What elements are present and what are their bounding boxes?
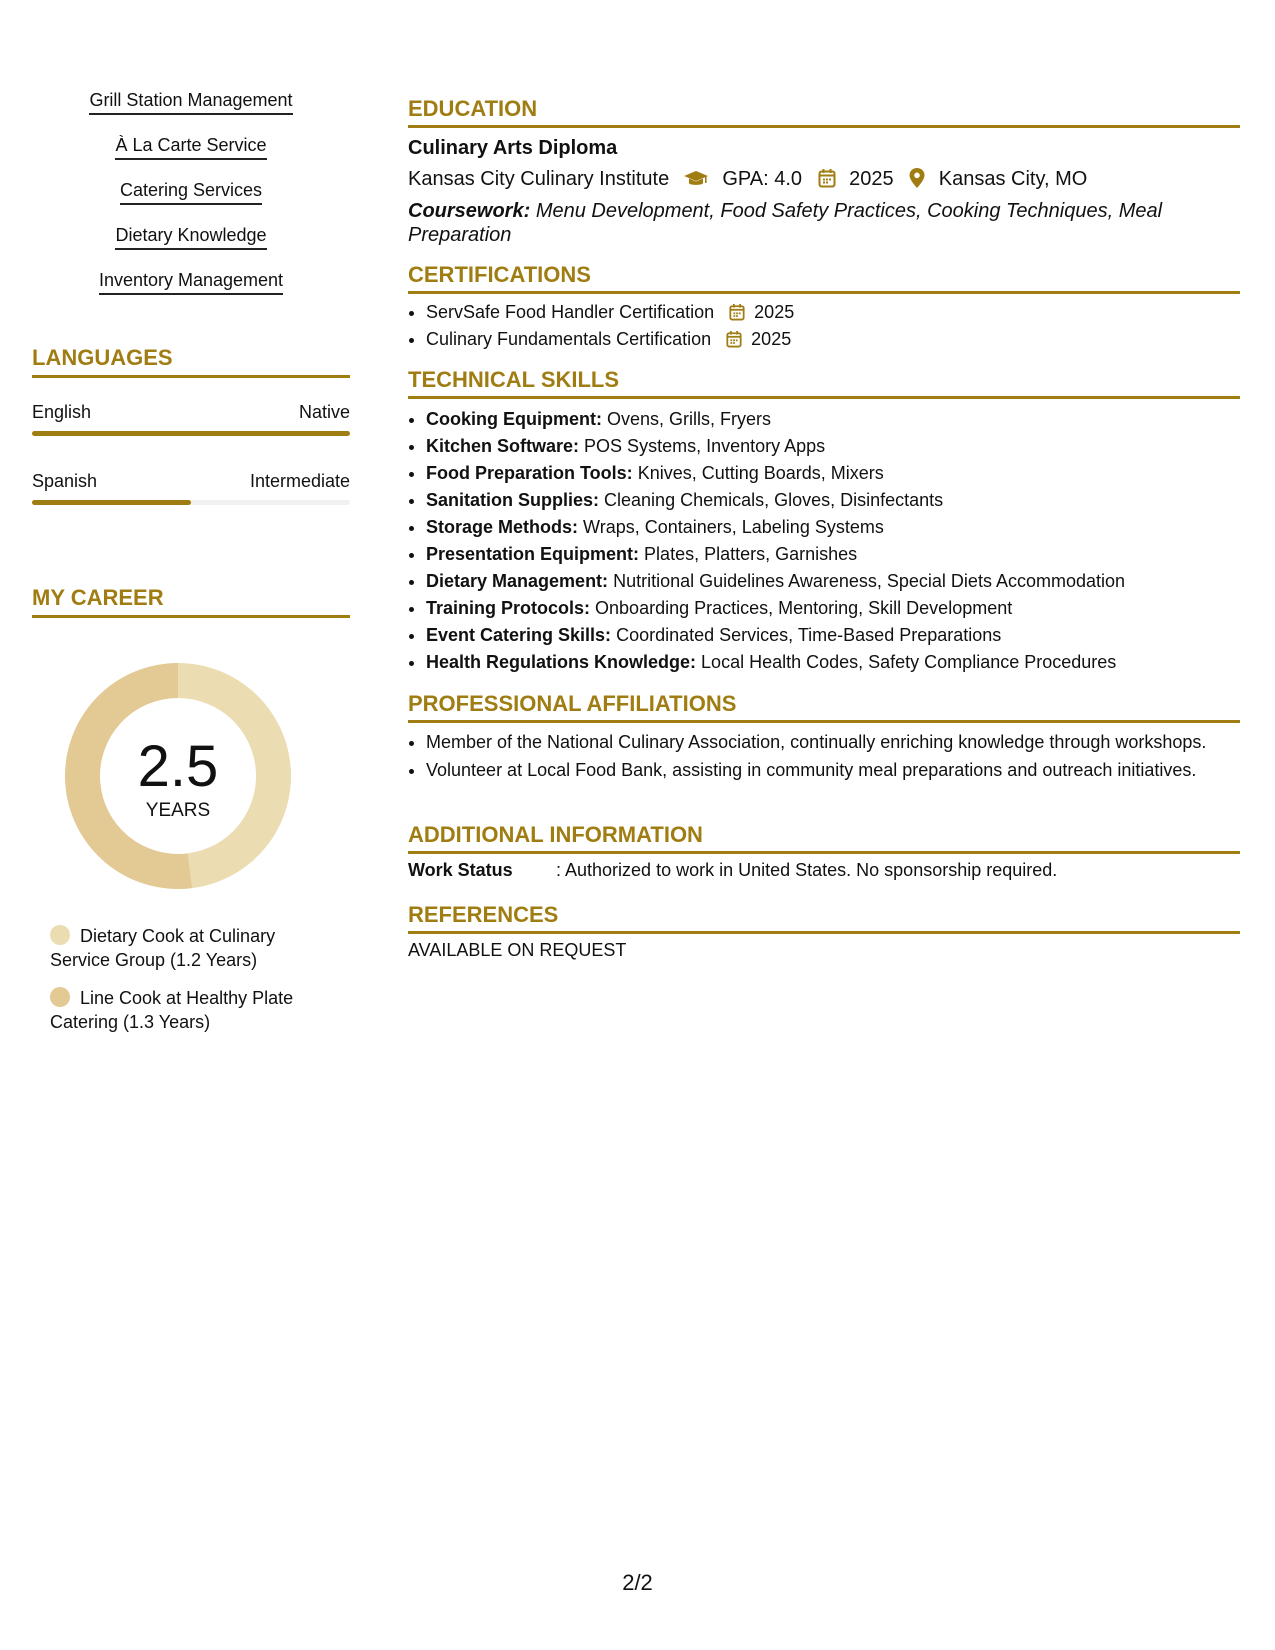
skill-category: Kitchen Software:	[426, 436, 580, 456]
skill-category: Sanitation Supplies:	[426, 490, 600, 510]
technical-skills-heading: TECHNICAL SKILLS	[408, 367, 1240, 399]
language-level: Native	[298, 402, 350, 422]
legend-dot	[50, 925, 70, 945]
education-details	[408, 168, 1240, 191]
skill-tag: Dietary Knowledge	[115, 223, 266, 250]
career-legend-item	[50, 924, 330, 972]
career-legend-item	[50, 986, 330, 1034]
certification-year: 2025	[754, 302, 795, 322]
certifications-list	[408, 299, 1240, 353]
language-bar	[32, 431, 350, 436]
certification-year: 2025	[751, 329, 792, 349]
skill-values: POS Systems, Inventory Apps	[584, 436, 826, 456]
graduation-year: 2025	[849, 168, 894, 190]
technical-skill-item	[426, 460, 1240, 487]
language-level: Intermediate	[249, 471, 350, 491]
technical-skill-item	[426, 514, 1240, 541]
legend-dot	[50, 987, 70, 1007]
degree-title: Culinary Arts Diploma	[408, 137, 618, 159]
affiliations-list	[408, 730, 1240, 782]
technical-skill-item	[426, 649, 1240, 676]
career-heading: MY CAREER	[32, 585, 350, 618]
skill-values: Local Health Codes, Safety Compliance Procedures	[701, 652, 1117, 672]
skill-values: Wraps, Containers, Labeling Systems	[583, 517, 884, 537]
affiliation-item: • Volunteer at Local Food Bank, assisting in community meal preparations and outreach initiatives.	[426, 758, 1240, 782]
skill-values: Cleaning Chemicals, Gloves, Disinfectants	[604, 490, 944, 510]
technical-skill-item	[426, 433, 1240, 460]
coursework	[408, 199, 1240, 247]
skill-tag: Grill Station Management	[89, 88, 292, 115]
skills-list	[32, 88, 350, 313]
language-bar-fill	[32, 431, 350, 436]
education-heading: EDUCATION	[408, 96, 1240, 128]
additional-info-heading: ADDITIONAL INFORMATION	[408, 822, 1240, 854]
career-unit: YEARS	[145, 800, 211, 821]
languages-heading: LANGUAGES	[32, 345, 350, 378]
skill-tag: Catering Services	[120, 178, 262, 205]
affiliations-heading: PROFESSIONAL AFFILIATIONS	[408, 691, 1240, 723]
coursework-label: Coursework:	[408, 200, 531, 222]
skill-values: Ovens, Grills, Fryers	[607, 409, 772, 429]
language-english	[32, 402, 350, 436]
skill-values: Onboarding Practices, Mentoring, Skill Development	[595, 598, 1013, 618]
coursework-list: Menu Development, Food Safety Practices, Cooking Techniques, Meal Preparation	[408, 200, 1163, 246]
language-bar	[32, 500, 350, 505]
career-total: 2.5	[137, 734, 219, 799]
school-name: Kansas City Culinary Institute	[408, 168, 670, 190]
skill-category: Storage Methods:	[426, 517, 579, 537]
technical-skill-item	[426, 406, 1240, 433]
language-name: English	[32, 402, 92, 422]
skill-tag: À La Carte Service	[115, 133, 266, 160]
career-item-label: Line Cook at Healthy Plate Catering (1.3 Years)	[50, 988, 294, 1032]
skill-values: Plates, Platters, Garnishes	[644, 544, 858, 564]
calendar-icon	[818, 168, 836, 188]
skill-values: Nutritional Guidelines Awareness, Special Diets Accommodation	[613, 571, 1126, 591]
technical-skill-item	[426, 487, 1240, 514]
language-name: Spanish	[32, 471, 98, 491]
technical-skill-item	[426, 622, 1240, 649]
gpa: GPA: 4.0	[722, 168, 803, 190]
work-status-row	[408, 860, 1240, 881]
skill-category: Health Regulations Knowledge:	[426, 652, 697, 672]
calendar-icon	[729, 303, 745, 321]
work-status-value: : Authorized to work in United States. No sponsorship required.	[556, 860, 1058, 880]
language-spanish	[32, 471, 350, 505]
calendar-icon	[726, 330, 742, 348]
skill-category: Food Preparation Tools:	[426, 463, 633, 483]
technical-skill-item	[426, 541, 1240, 568]
references-heading: REFERENCES	[408, 902, 1240, 934]
skill-values: Coordinated Services, Time-Based Preparations	[616, 625, 1002, 645]
certification-name: Culinary Fundamentals Certification	[426, 329, 712, 349]
school-location: Kansas City, MO	[938, 168, 1088, 190]
career-donut	[65, 663, 291, 889]
location-pin-icon	[909, 168, 925, 188]
certification-item	[426, 299, 1240, 326]
language-bar-fill	[32, 500, 191, 505]
work-status-label: Work Status	[408, 860, 513, 880]
certifications-heading: CERTIFICATIONS	[408, 262, 1240, 294]
technical-skills-list	[408, 406, 1240, 676]
skill-category: Dietary Management:	[426, 571, 609, 591]
references-text: AVAILABLE ON REQUEST	[408, 940, 627, 960]
skill-values: Knives, Cutting Boards, Mixers	[637, 463, 884, 483]
skill-category: Cooking Equipment:	[426, 409, 602, 429]
skill-category: Event Catering Skills:	[426, 625, 612, 645]
skill-tag: Inventory Management	[99, 268, 283, 295]
graduation-cap-icon	[683, 170, 709, 188]
certification-item	[426, 326, 1240, 353]
page-number: 2/2	[622, 1570, 653, 1595]
skill-category: Presentation Equipment:	[426, 544, 640, 564]
affiliation-item: • Member of the National Culinary Association, continually enriching knowledge through workshops.	[426, 730, 1240, 754]
career-item-label: Dietary Cook at Culinary Service Group (1.2 Years)	[50, 926, 276, 970]
certification-name: ServSafe Food Handler Certification	[426, 302, 715, 322]
technical-skill-item	[426, 595, 1240, 622]
technical-skill-item	[426, 568, 1240, 595]
skill-category: Training Protocols:	[426, 598, 591, 618]
